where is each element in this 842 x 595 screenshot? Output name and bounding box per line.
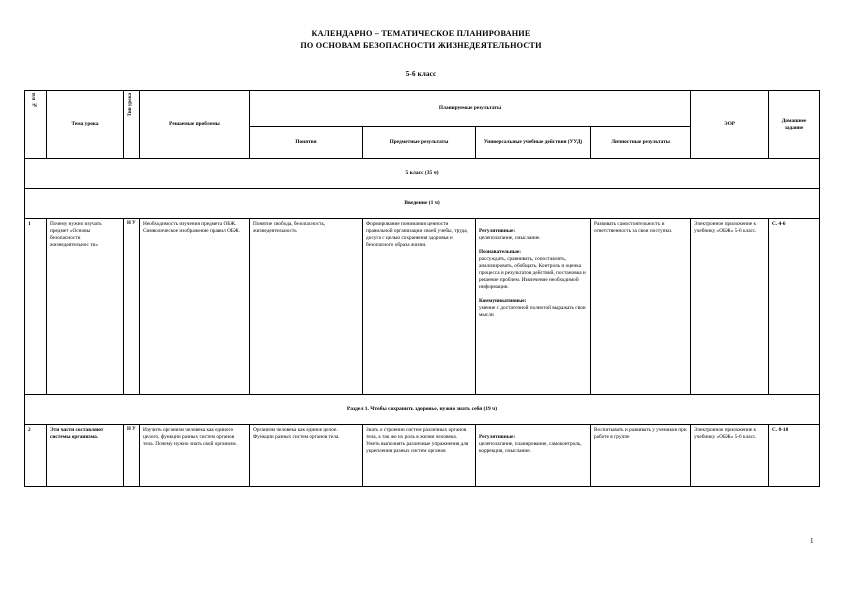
page-number: 1 bbox=[810, 537, 814, 545]
row-personal: Воспитывать и развивать у учеников при работе в группе bbox=[591, 425, 691, 487]
row-num: 2 bbox=[25, 425, 47, 487]
row-personal: Развивать самостоятельность и ответственность за свои поступки. bbox=[591, 219, 691, 395]
uud-cognitive-title: Познавательные: bbox=[479, 248, 521, 255]
row-subject: Знать о строении систем различных органов тела, а так же их роль в жизни человека. Уметь выполнять различные упражнения для укрепления разных систем органов bbox=[363, 425, 476, 487]
row-concepts: Организм человека как единое целое. Функции разных систем органов тела. bbox=[250, 425, 363, 487]
page-title-line1: КАЛЕНДАРНО – ТЕМАТИЧЕСКОЕ ПЛАНИРОВАНИЕ bbox=[311, 29, 531, 38]
uud-regulative-text: целеполагание, планирование, самоконтроль, коррекция, смыслание. bbox=[479, 440, 582, 454]
table-row bbox=[25, 425, 820, 487]
page-title-line2: ПО ОСНОВАМ БЕЗОПАСНОСТИ ЖИЗНЕДЕЯТЕЛЬНОСТИ bbox=[300, 41, 542, 50]
row-type: Н У bbox=[124, 425, 140, 487]
row-problems: Необходимость изучения предмета ОБЖ. Символическое изображение правил ОБЖ. bbox=[140, 219, 250, 395]
row-subject: Формирование понимания ценности правильной организации своей учебы, труда, досуга с целью сохранения здоровья и безопасного образа жизни. bbox=[363, 219, 476, 395]
header-row-1 bbox=[25, 91, 820, 127]
row-topic: Почему нужно изучать предмет «Основы безопасности жизнедеятельнос ти» bbox=[47, 219, 124, 395]
row-uud bbox=[476, 425, 591, 487]
grade-label: 5-6 класс bbox=[405, 70, 437, 78]
uud-regulative-title: Регулятивные: bbox=[479, 434, 516, 440]
uud-regulative-title: Регулятивные: bbox=[479, 228, 516, 234]
row-eor: Электронное приложение к учебнику «ОБЖ» 5-6 класс. bbox=[691, 425, 769, 487]
col-problems-header: Решаемые проблемы bbox=[140, 91, 250, 159]
table-row bbox=[25, 219, 820, 395]
col-homework-header: Домашнее задание bbox=[769, 91, 820, 159]
col-uud-header: Универсальные учебные действия (УУД) bbox=[476, 127, 591, 159]
row-uud bbox=[476, 219, 591, 395]
planning-table bbox=[24, 90, 820, 487]
uud-communicative-text: умение с достаточной полнотой выражать свои мысли bbox=[479, 304, 586, 318]
row-problems: Изучить организм человека как единого целого, функции разных систем органов тела. Почему нужно знать свой организм. bbox=[140, 425, 250, 487]
col-concepts-header: Понятия bbox=[250, 127, 363, 159]
section-part1: Раздел 1. Чтобы сохранить здоровье, нужно знать себя (19 ч) bbox=[25, 395, 820, 425]
col-subject-header: Предметные результаты bbox=[363, 127, 476, 159]
col-personal-header: Личностные результаты bbox=[591, 127, 691, 159]
col-type-header: Тип урока bbox=[124, 91, 140, 159]
row-num: 1 bbox=[25, 219, 47, 395]
col-num-header: № п/п bbox=[25, 91, 47, 159]
row-topic: Эти части составляют системы организма. bbox=[47, 425, 124, 487]
section-row-intro bbox=[25, 189, 820, 219]
uud-communicative-title: Коммуникативные: bbox=[479, 297, 527, 304]
col-eor-header: ЭОР bbox=[691, 91, 769, 159]
row-homework: С. 4-6 bbox=[769, 219, 820, 395]
row-concepts: Понятие свобода, безопасность, жизнедеятельность bbox=[250, 219, 363, 395]
section-row-grade5 bbox=[25, 159, 820, 189]
section-intro: Введение (1 ч) bbox=[25, 189, 820, 219]
uud-cognitive-text: рассуждать, сравнивать, сопоставлять, анализировать, обобщать. Контроль и оценка процесса и результатов действий, постановка и решение проблем. Извлечение необходимой информации. bbox=[479, 255, 586, 290]
col-planned-header: Планируемые результаты bbox=[250, 91, 691, 127]
row-eor: Электронное приложение к учебнику «ОБЖ» 5-6 класс. bbox=[691, 219, 769, 395]
section-grade5: 5 класс (35 ч) bbox=[25, 159, 820, 189]
section-row-part1 bbox=[25, 395, 820, 425]
row-type: Н У bbox=[124, 219, 140, 395]
row-homework: С. 8-10 bbox=[769, 425, 820, 487]
uud-regulative-text: целеполагание, смыслание. bbox=[479, 234, 541, 241]
col-topic-header: Тема урока bbox=[47, 91, 124, 159]
